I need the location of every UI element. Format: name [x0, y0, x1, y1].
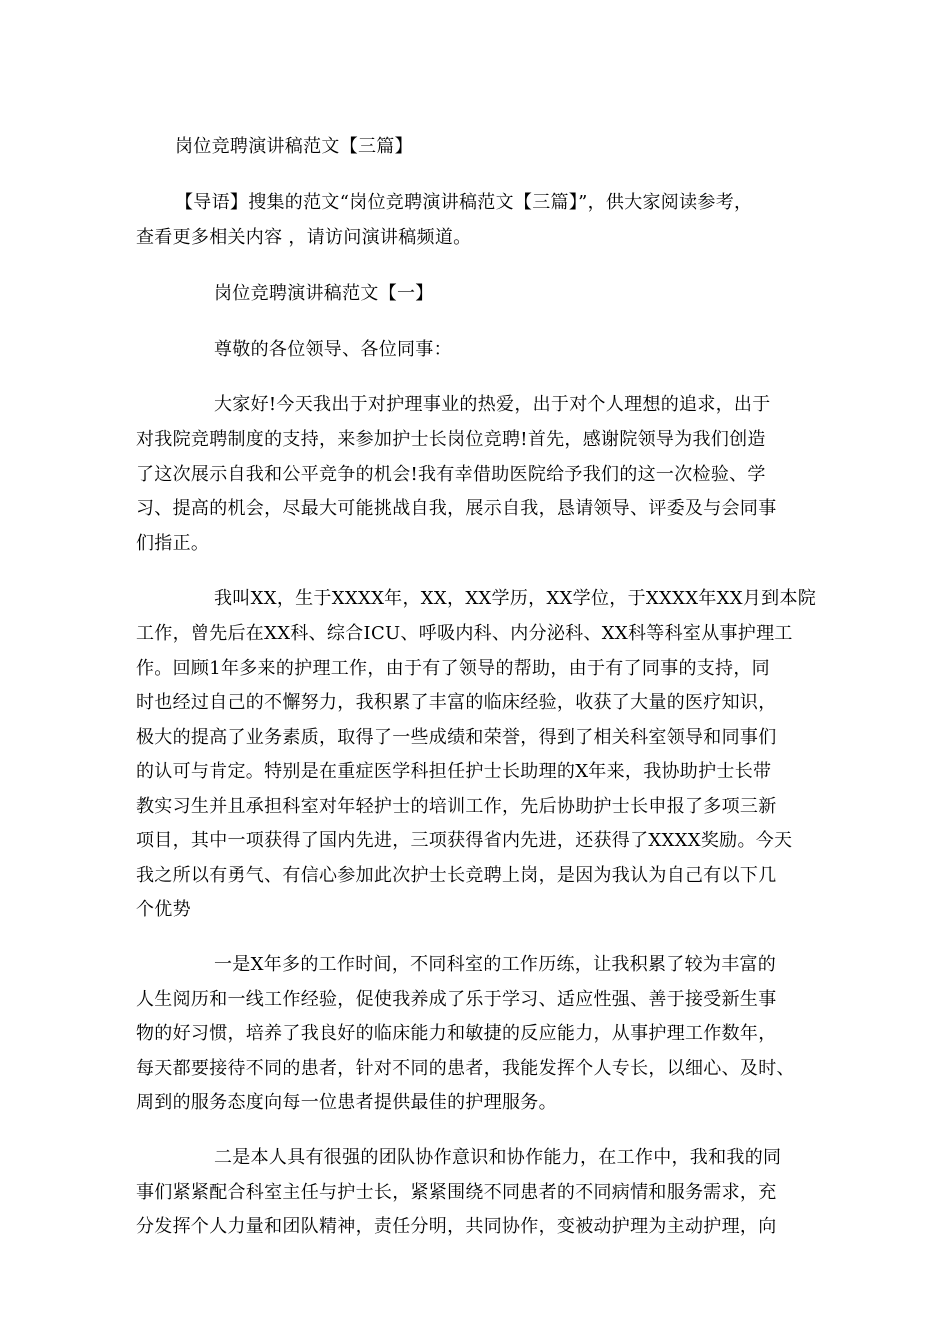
paragraph-line: 项目，其中一项获得了国内先进，三项获得省内先进，还获得了XXXX奖励。今天 [136, 830, 793, 851]
paragraph-line: 我叫XX，生于XXXX年，XX，XX学历，XX学位，于XXXX年XX月到本院 [214, 588, 817, 609]
paragraph-line: 教实习生并且承担科室对年轻护士的培训工作，先后协助护士长申报了多项三新 [136, 796, 777, 817]
document-title: 岗位竞聘演讲稿范文【三篇】 [175, 136, 413, 157]
paragraph-line: 物的好习惯，培养了我良好的临床能力和敏捷的反应能力，从事护理工作数年， [136, 1023, 777, 1044]
paragraph-line: 工作，曾先后在XX科、综合ICU、呼吸内科、内分泌科、XX科等科室从事护理工 [136, 623, 793, 644]
intro-line: 【导语】搜集的范文“岗位竞聘演讲稿范文【三篇】”，供大家阅读参考， [175, 192, 753, 213]
paragraph-line: 我之所以有勇气、有信心参加此次护士长竞聘上岗，是因为我认为自己有以下几 [136, 865, 777, 886]
salutation: 尊敬的各位领导、各位同事： [214, 339, 452, 360]
paragraph-line: 时也经过自己的不懈努力，我积累了丰富的临床经验，收获了大量的医疗知识， [136, 692, 777, 713]
paragraph-line: 习、提高的机会，尽最大可能挑战自我，展示自我，恳请领导、评委及与会同事 [136, 498, 777, 519]
paragraph-line: 人生阅历和一线工作经验，促使我养成了乐于学习、适应性强、善于接受新生事 [136, 989, 777, 1010]
intro-line: 查看更多相关内容 ，请访问演讲稿频道。 [136, 227, 472, 248]
paragraph-line: 分发挥个人力量和团队精神，责任分明，共同协作，变被动护理为主动护理，向 [136, 1216, 777, 1237]
paragraph-line: 们指正。 [136, 533, 210, 554]
paragraph-line: 了这次展示自我和公平竞争的机会!我有幸借助医院给予我们的这一次检验、学 [136, 464, 766, 485]
paragraph-line: 每天都要接待不同的患者，针对不同的患者，我能发挥个人专长，以细心、及时、 [136, 1058, 795, 1079]
paragraph-line: 的认可与肯定。特别是在重症医学科担任护士长助理的X年来，我协助护士长带 [136, 761, 772, 782]
paragraph-line: 对我院竞聘制度的支持，来参加护士长岗位竞聘!首先，感谢院领导为我们创造 [136, 429, 766, 450]
paragraph-line: 极大的提高了业务素质，取得了一些成绩和荣誉，得到了相关科室领导和同事们 [136, 727, 777, 748]
paragraph-line: 二是本人具有很强的团队协作意识和协作能力，在工作中，我和我的同 [214, 1147, 782, 1168]
paragraph-line: 大家好!今天我出于对护理事业的热爱，出于对个人理想的追求，出于 [214, 394, 771, 415]
section-title: 岗位竞聘演讲稿范文【一】 [214, 283, 434, 304]
paragraph-line: 作。回顾1年多来的护理工作，由于有了领导的帮助，由于有了同事的支持，同 [136, 658, 770, 679]
paragraph-line: 一是X年多的工作时间，不同科室的工作历练，让我积累了较为丰富的 [214, 954, 777, 975]
paragraph-line: 个优势 [136, 899, 191, 920]
paragraph-line: 事们紧紧配合科室主任与护士长，紧紧围绕不同患者的不同病情和服务需求，充 [136, 1182, 777, 1203]
paragraph-line: 周到的服务态度向每一位患者提供最佳的护理服务。 [136, 1092, 557, 1113]
